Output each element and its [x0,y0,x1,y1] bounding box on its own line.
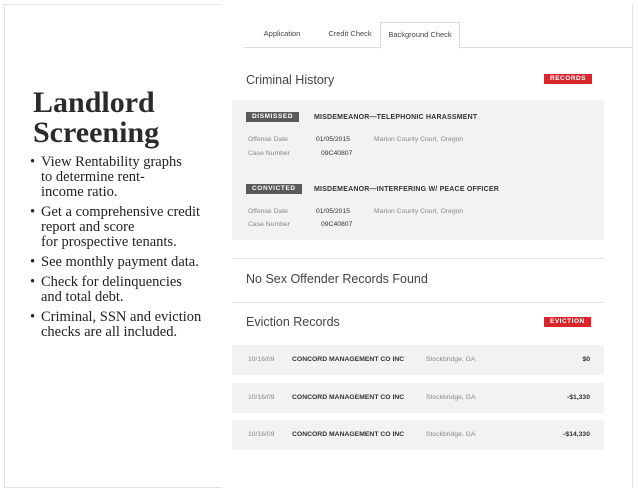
offense-title: MISDEMEANOR—INTERFERING W/ PEACE OFFICER [314,186,499,193]
status-tag-convicted: CONVICTED [246,184,302,194]
eviction-company: CONCORD MANAGEMENT CO INC [292,356,405,363]
court-location: Marion County Court, Oregon [374,208,464,215]
eviction-location: Stockbridge, GA [426,431,476,438]
feature-item [30,275,220,305]
divider [232,258,604,259]
offense-date-value: 01/05/2015 [316,136,351,143]
feature-text: • View Rentability graphs [41,154,182,170]
case-number-value: 09C40807 [321,221,353,228]
tab-credit-check[interactable]: Credit Check [328,29,372,38]
eviction-row [232,383,604,413]
eviction-date: 10/16/09 [248,431,275,438]
eviction-row [232,345,604,375]
eviction-badge: EVICTION [544,317,591,327]
court-location: Marion County Court, Oregon [374,136,464,143]
feature-text: checks are all included. [41,324,178,340]
feature-text: and total debt. [41,289,124,305]
criminal-records-box [232,100,604,240]
case-number-label: Case Number [248,221,290,228]
feature-item [30,205,220,250]
tab-application[interactable]: Application [263,29,301,38]
offense-date-label: Offense Date [248,136,288,143]
slide-title-line: Screening [33,116,160,149]
sex-offender-status: No Sex Offender Records Found [246,272,428,286]
tab-bar [244,22,632,48]
feature-text: • Get a comprehensive credit [41,204,201,220]
screening-panel [222,0,632,488]
feature-item [30,255,220,270]
eviction-location: Stockbridge, GA [426,394,476,401]
eviction-date: 10/16/09 [248,356,275,363]
feature-text: • Criminal, SSN and eviction [41,309,202,325]
case-number-value: 09C40807 [321,150,353,157]
eviction-amount: -$14,330 [563,431,590,438]
tab-background-check[interactable]: Background Check [380,22,460,49]
eviction-amount: -$1,330 [566,394,590,401]
case-number-label: Case Number [248,150,290,157]
feature-list [30,155,220,345]
eviction-amount: $0 [582,356,590,363]
feature-text: • See monthly payment data. [41,254,199,270]
feature-text: report and score [41,219,135,235]
criminal-history-title: Criminal History [246,73,335,87]
offense-date-value: 01/05/2015 [316,208,351,215]
eviction-company: CONCORD MANAGEMENT CO INC [292,394,405,401]
eviction-location: Stockbridge, GA [426,356,476,363]
offense-date-label: Offense Date [248,208,288,215]
feature-text: for prospective tenants. [41,234,177,250]
eviction-records-title: Eviction Records [246,315,340,329]
records-badge: RECORDS [544,74,592,84]
feature-item [30,310,220,340]
eviction-date: 10/16/09 [248,394,275,401]
eviction-row [232,420,604,450]
divider [232,302,604,303]
feature-text: • Check for delinquencies [41,274,182,290]
status-tag-dismissed: DISMISSED [246,112,299,122]
feature-text: to determine rent- [41,169,145,185]
slide-title-line: Landlord [33,86,155,119]
feature-text: income ratio. [41,184,118,200]
offense-title: MISDEMEANOR—TELEPHONIC HARASSMENT [314,114,478,121]
feature-item [30,155,220,200]
slide-title [33,88,233,148]
eviction-company: CONCORD MANAGEMENT CO INC [292,431,405,438]
